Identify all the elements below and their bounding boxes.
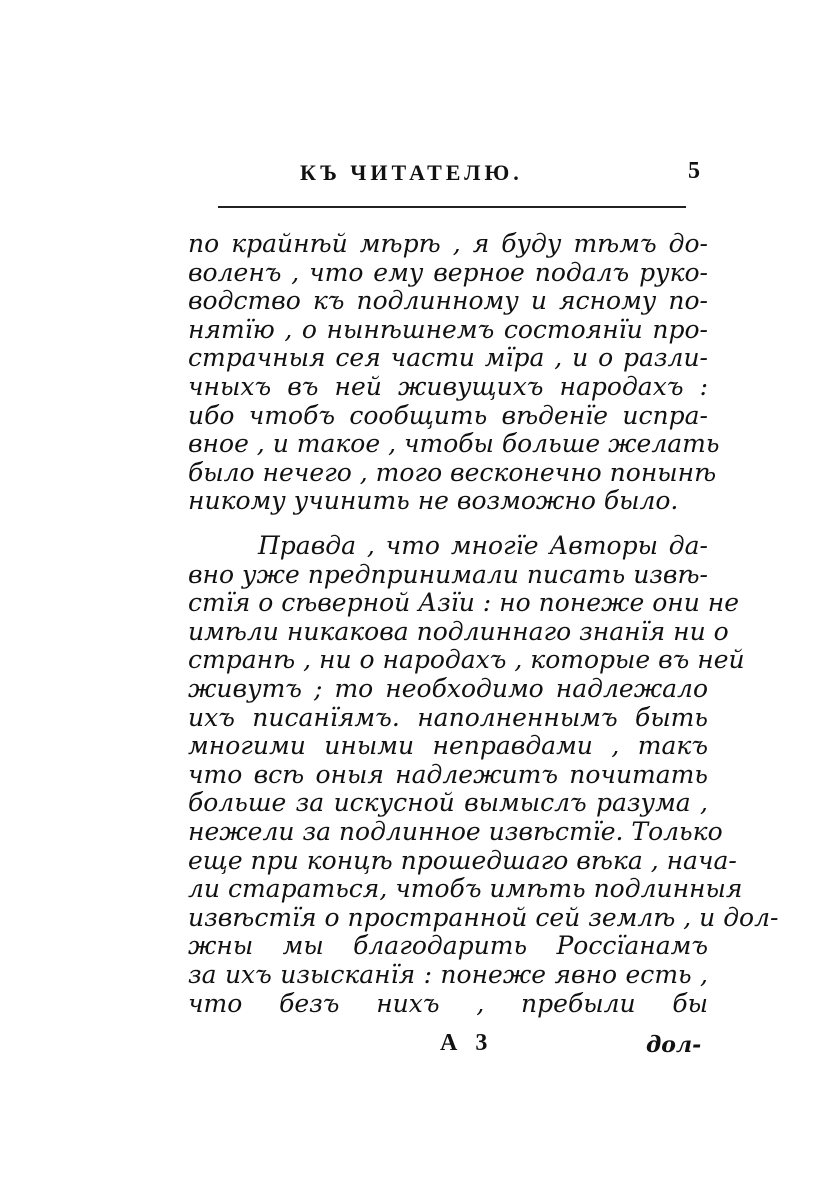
text-line: еще при концѣ прошедшаго вѣка , нача- (188, 845, 737, 875)
running-head: КЪ ЧИТАТЕЛЮ. (300, 160, 523, 185)
paragraph-1 (188, 229, 720, 516)
catchword: дол- (646, 1032, 702, 1058)
text-line: страчныя сея части мїра , и о разли- (188, 343, 708, 373)
text-line: что всѣ оныя надлежитъ почитать (188, 759, 708, 789)
text-line: вно уже предпринимали писать извѣ- (188, 559, 708, 589)
text-line: имѣли никакова подлиннаго знанїя ни о (188, 616, 729, 646)
signature-mark: А 3 (440, 1030, 494, 1056)
paragraph-2 (188, 531, 779, 1018)
text-line: было нечего , того весконечно понынѣ (188, 457, 717, 487)
text-line: водство къ подлинному и ясному по- (188, 286, 708, 316)
text-line: ихъ писанїямъ. наполненнымъ быть (188, 702, 708, 732)
text-line: по крайнѣй мѣрѣ , я буду тѣмъ до- (188, 229, 708, 258)
text-line: Правда , что многїе Авторы да- (258, 531, 708, 560)
text-line: никому учинить не возможно было. (188, 486, 679, 516)
text-line: за ихъ изысканїя : понеже явно есть , (188, 959, 708, 989)
text-line: живутъ ; то необходимо надлежало (188, 673, 708, 703)
text-line: странѣ , ни о народахъ , которые въ ней (188, 645, 745, 675)
header-rule (218, 206, 686, 208)
page-number: 5 (688, 158, 700, 184)
text-line: извѣстїя о пространной сей землѣ , и дол- (188, 902, 779, 932)
text-line: стїя о сѣверной Азїи : но понеже они не (188, 588, 740, 618)
text-line: многими иными неправдами , такъ (188, 731, 708, 761)
text-line: что безъ нихъ , пребыли бы (188, 988, 708, 1018)
text-line: ибо чтобъ сообщить вѣденїе испра- (188, 400, 708, 430)
text-line: воленъ , что ему верное подалъ руко- (188, 257, 708, 287)
text-line: нежели за подлинное извѣстїе. Только (188, 816, 723, 846)
text-line: чныхъ въ ней живущихъ народахъ : (188, 371, 708, 401)
text-line: жны мы благодарить Россїанамъ (188, 931, 708, 961)
text-line: вное , и такое , чтобы больше желать (188, 429, 720, 459)
text-line: нятїю , о нынѣшнемъ состоянїи про- (188, 314, 708, 344)
text-line: больше за искусной вымыслъ разума , (188, 788, 708, 818)
text-line: ли стараться, чтобъ имѣть подлинныя (188, 874, 743, 904)
